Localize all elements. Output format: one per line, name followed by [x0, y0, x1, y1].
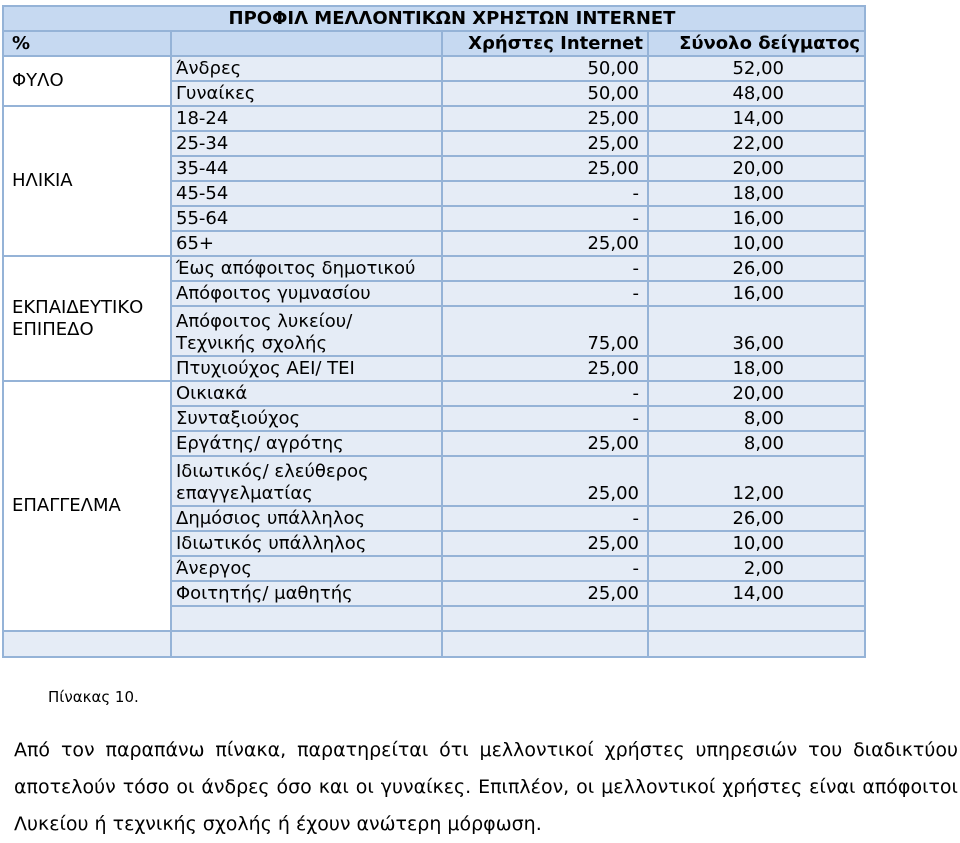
row-value-total: 8,00	[648, 431, 865, 456]
row-value-internet: 25,00	[442, 581, 648, 606]
row-value-internet: 50,00	[442, 56, 648, 81]
category-age: ΗΛΙΚΙΑ	[3, 106, 171, 256]
table-caption: Πίνακας 10.	[48, 688, 139, 706]
row-label: Φοιτητής/ μαθητής	[171, 581, 442, 606]
row-label: 35-44	[171, 156, 442, 181]
row-value-total: 2,00	[648, 556, 865, 581]
row-value-total: 26,00	[648, 506, 865, 531]
row-value-total: 36,00	[648, 306, 865, 356]
category-education: ΕΚΠΑΙΔΕΥΤΙΚΟ ΕΠΙΠΕΔΟ	[3, 256, 171, 381]
row-label: Έως απόφοιτος δημοτικού	[171, 256, 442, 281]
row-label: Απόφοιτος λυκείου/ Τεχνικής σχολής	[171, 306, 442, 356]
header-internet-users: Χρήστες Internet	[442, 31, 648, 56]
row-value-internet: -	[442, 381, 648, 406]
row-value-internet: -	[442, 506, 648, 531]
row-label: 55-64	[171, 206, 442, 231]
row-value-total: 20,00	[648, 156, 865, 181]
table-title-row	[3, 6, 865, 31]
table-title: ΠΡΟΦΙΛ ΜΕΛΛΟΝΤΙΚΩΝ ΧΡΗΣΤΩΝ INTERNET	[3, 6, 865, 31]
row-value-internet: 25,00	[442, 231, 648, 256]
row-value-total: 10,00	[648, 531, 865, 556]
row-value-internet: -	[442, 406, 648, 431]
row-value-internet: 25,00	[442, 156, 648, 181]
table-row	[3, 256, 865, 281]
blank-row	[3, 631, 865, 657]
paragraph-line: Από τον παραπάνω πίνακα, παρατηρείται ότι μελλοντικοί χρήστες υπηρεσιών του διαδικτύου	[14, 739, 958, 761]
row-value-internet: -	[442, 206, 648, 231]
row-value-total: 16,00	[648, 281, 865, 306]
row-value-total: 14,00	[648, 581, 865, 606]
header-percent: %	[3, 31, 171, 56]
row-value-internet: -	[442, 556, 648, 581]
row-label: Πτυχιούχος ΑΕΙ/ ΤΕΙ	[171, 356, 442, 381]
row-value-internet: 50,00	[442, 81, 648, 106]
row-value-internet: 25,00	[442, 106, 648, 131]
row-value-total: 10,00	[648, 231, 865, 256]
row-value-total: 16,00	[648, 206, 865, 231]
row-label: Ιδιωτικός/ ελεύθερος επαγγελματίας	[171, 456, 442, 506]
table-row	[3, 56, 865, 81]
row-value-internet: 75,00	[442, 306, 648, 356]
profile-table	[2, 5, 866, 658]
body-paragraph	[14, 732, 958, 843]
row-label: Οικιακά	[171, 381, 442, 406]
row-label: 25-34	[171, 131, 442, 156]
row-value-total: 12,00	[648, 456, 865, 506]
row-value-internet: -	[442, 256, 648, 281]
row-value-total: 52,00	[648, 56, 865, 81]
paragraph-line: αποτελούν τόσο οι άνδρες όσο και οι γυναίκες. Επιπλέον, οι μελλοντικοί χρήστες είναι απόφοιτοι	[14, 776, 958, 798]
category-occupation: ΕΠΑΓΓΕΛΜΑ	[3, 381, 171, 631]
row-label: Άνεργος	[171, 556, 442, 581]
row-label: Ιδιωτικός υπάλληλος	[171, 531, 442, 556]
row-value-total: 48,00	[648, 81, 865, 106]
category-gender: ΦΥΛΟ	[3, 56, 171, 106]
paragraph-line: Λυκείου ή τεχνικής σχολής ή έχουν ανώτερη μόρφωση.	[14, 813, 542, 835]
row-value-internet: 25,00	[442, 356, 648, 381]
table-row	[3, 381, 865, 406]
row-label: Απόφοιτος γυμνασίου	[171, 281, 442, 306]
row-value-internet: -	[442, 181, 648, 206]
row-label: Δημόσιος υπάλληλος	[171, 506, 442, 531]
row-value-total: 14,00	[648, 106, 865, 131]
row-value-total: 8,00	[648, 406, 865, 431]
row-label: 65+	[171, 231, 442, 256]
row-value-internet: 25,00	[442, 456, 648, 506]
row-label: 45-54	[171, 181, 442, 206]
row-value-total: 26,00	[648, 256, 865, 281]
row-label	[171, 606, 442, 631]
row-label: Γυναίκες	[171, 81, 442, 106]
row-label: Εργάτης/ αγρότης	[171, 431, 442, 456]
row-label: 18-24	[171, 106, 442, 131]
row-value-total: 18,00	[648, 356, 865, 381]
header-total-sample: Σύνολο δείγματος	[648, 31, 865, 56]
row-value-internet: 25,00	[442, 431, 648, 456]
row-value-total: 20,00	[648, 381, 865, 406]
row-value-internet: 25,00	[442, 131, 648, 156]
row-value-total: 18,00	[648, 181, 865, 206]
row-label: Συνταξιούχος	[171, 406, 442, 431]
table-header-row	[3, 31, 865, 56]
row-value-internet: -	[442, 281, 648, 306]
row-label: Άνδρες	[171, 56, 442, 81]
row-value-total: 22,00	[648, 131, 865, 156]
row-value-internet: 25,00	[442, 531, 648, 556]
table-row	[3, 106, 865, 131]
